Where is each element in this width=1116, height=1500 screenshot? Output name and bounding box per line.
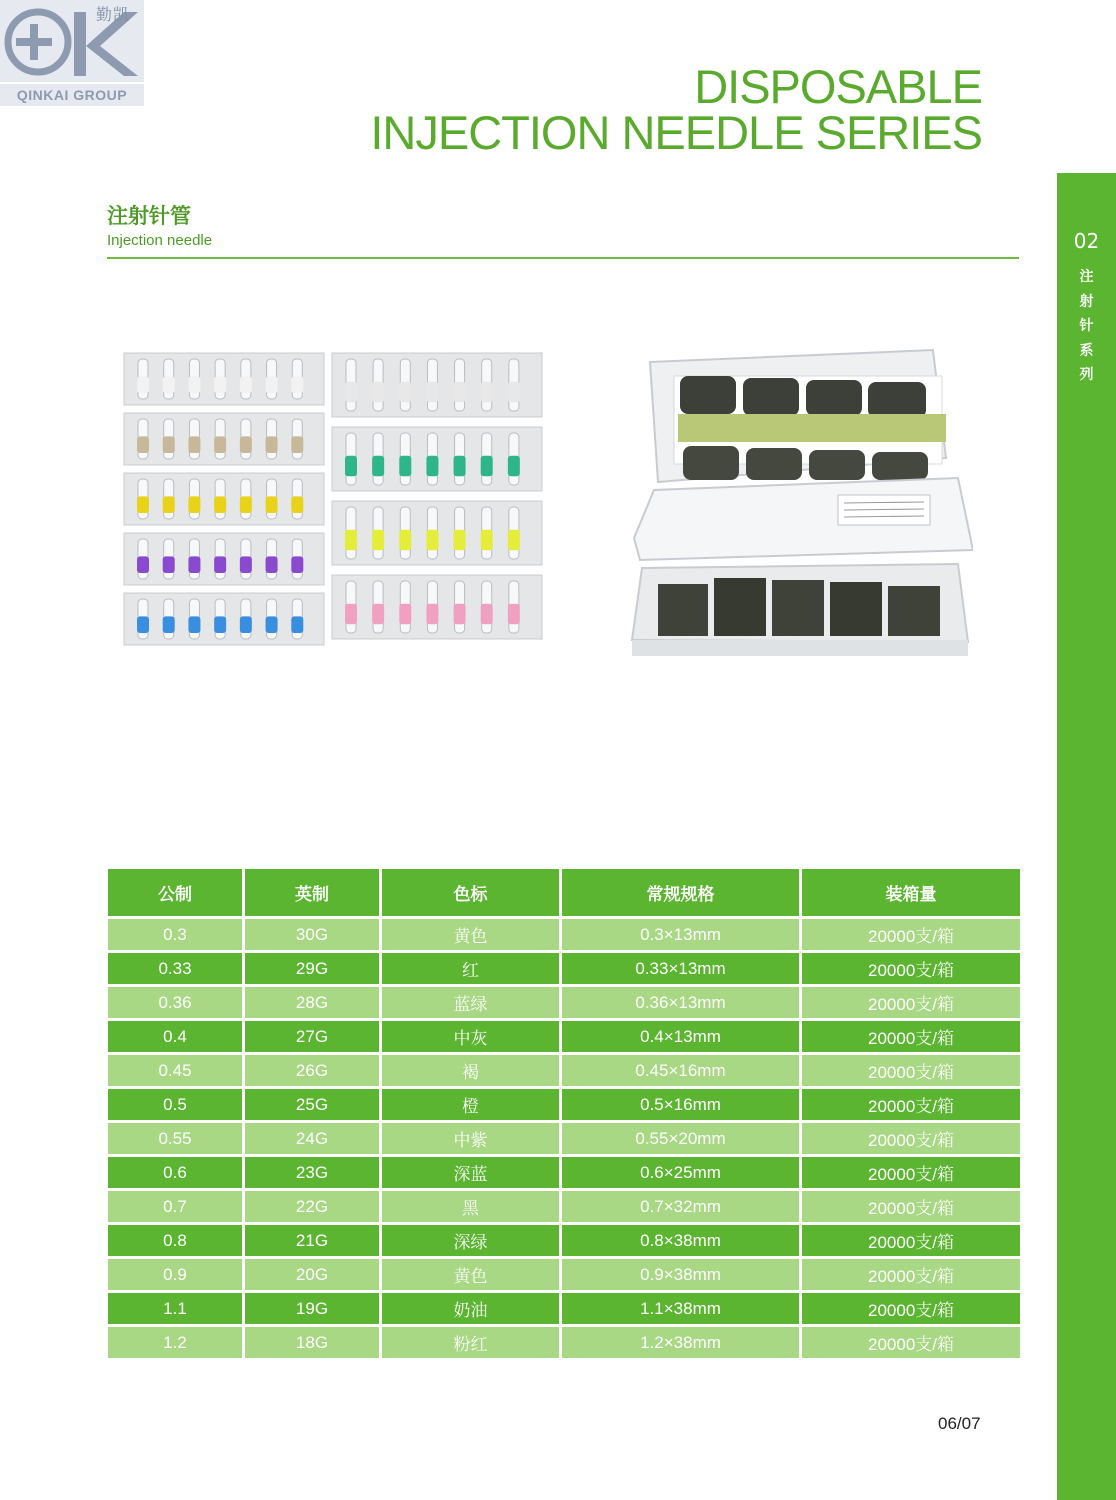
table-row bbox=[108, 1055, 1020, 1089]
table-cell: 28G bbox=[245, 987, 382, 1021]
needle-hub bbox=[508, 382, 520, 402]
table-cell: 20000支/箱 bbox=[802, 919, 1020, 953]
table-row bbox=[108, 1157, 1020, 1191]
needle-hub bbox=[137, 556, 149, 573]
needle-hub bbox=[163, 436, 175, 453]
needle-box-photo bbox=[628, 340, 973, 660]
table-cell: 23G bbox=[245, 1157, 382, 1191]
header-color-code: 色标 bbox=[382, 869, 562, 919]
table-cell: 黑 bbox=[382, 1191, 562, 1225]
table-cell: 红 bbox=[382, 953, 562, 987]
side-tab-label bbox=[1057, 265, 1116, 388]
needle-hub bbox=[163, 556, 175, 573]
table-cell: 0.7×32mm bbox=[562, 1191, 802, 1225]
table-cell: 24G bbox=[245, 1123, 382, 1157]
needle-hub bbox=[481, 530, 493, 550]
header-spec: 常规规格 bbox=[562, 869, 802, 919]
needle-packs-photo bbox=[120, 345, 550, 655]
needle-hub bbox=[454, 456, 466, 476]
table-cell: 1.2×38mm bbox=[562, 1327, 802, 1358]
needle-hub bbox=[481, 382, 493, 402]
needle-hub bbox=[137, 436, 149, 453]
table-cell: 深蓝 bbox=[382, 1157, 562, 1191]
table-cell: 1.1 bbox=[108, 1293, 245, 1327]
table-cell: 0.4 bbox=[108, 1021, 245, 1055]
table-cell: 20000支/箱 bbox=[802, 1259, 1020, 1293]
needle-hub bbox=[399, 456, 411, 476]
needle-hub bbox=[188, 616, 200, 633]
side-tab-number: 02 bbox=[1073, 229, 1100, 253]
table-cell: 0.55×20mm bbox=[562, 1123, 802, 1157]
needle-hub bbox=[372, 604, 384, 624]
logo-chinese-name: 勤凯 bbox=[96, 5, 131, 24]
header-packing: 装箱量 bbox=[802, 869, 1020, 919]
table-cell: 0.36 bbox=[108, 987, 245, 1021]
side-tab bbox=[1057, 173, 1116, 1500]
title-line-1: DISPOSABLE bbox=[694, 60, 982, 113]
table-cell: 20000支/箱 bbox=[802, 1157, 1020, 1191]
table-cell: 25G bbox=[245, 1089, 382, 1123]
page-title bbox=[370, 60, 982, 159]
table-cell: 0.7 bbox=[108, 1191, 245, 1225]
table-cell: 1.2 bbox=[108, 1327, 245, 1358]
table-cell: 0.4×13mm bbox=[562, 1021, 802, 1055]
section-title-en: Injection needle bbox=[107, 232, 213, 249]
table-cell: 20G bbox=[245, 1259, 382, 1293]
header-metric: 公制 bbox=[108, 869, 245, 919]
table-cell: 22G bbox=[245, 1191, 382, 1225]
table-cell: 褐 bbox=[382, 1055, 562, 1089]
needle-hub bbox=[188, 376, 200, 393]
needle-hub bbox=[345, 382, 357, 402]
needle-hub bbox=[266, 556, 278, 573]
table-cell: 20000支/箱 bbox=[802, 953, 1020, 987]
table-cell: 0.6 bbox=[108, 1157, 245, 1191]
needle-hub bbox=[372, 456, 384, 476]
table-cell: 20000支/箱 bbox=[802, 1191, 1020, 1225]
needle-hub bbox=[291, 376, 303, 393]
table-cell: 中灰 bbox=[382, 1021, 562, 1055]
needle-hub bbox=[345, 530, 357, 550]
needle-hub bbox=[240, 496, 252, 513]
needle-hub bbox=[454, 530, 466, 550]
table-row bbox=[108, 1293, 1020, 1327]
section-title-cn: 注射针管 bbox=[107, 204, 191, 228]
table-cell: 20000支/箱 bbox=[802, 1089, 1020, 1123]
needle-hub bbox=[345, 604, 357, 624]
table-row bbox=[108, 1225, 1020, 1259]
side-char: 列 bbox=[1079, 367, 1094, 383]
table-cell: 0.55 bbox=[108, 1123, 245, 1157]
needle-hub bbox=[372, 530, 384, 550]
needle-hub bbox=[214, 616, 226, 633]
table-cell: 20000支/箱 bbox=[802, 1225, 1020, 1259]
table-row bbox=[108, 953, 1020, 987]
table-cell: 深绿 bbox=[382, 1225, 562, 1259]
needle-hub bbox=[240, 436, 252, 453]
side-char: 注 bbox=[1079, 269, 1094, 285]
needle-hub bbox=[188, 556, 200, 573]
table-row bbox=[108, 1089, 1020, 1123]
table-row bbox=[108, 1259, 1020, 1293]
needle-hub bbox=[214, 496, 226, 513]
table-cell: 0.45 bbox=[108, 1055, 245, 1089]
table-cell: 0.5 bbox=[108, 1089, 245, 1123]
table-cell: 橙 bbox=[382, 1089, 562, 1123]
needle-hub bbox=[454, 604, 466, 624]
needle-hub bbox=[481, 604, 493, 624]
table-cell: 蓝绿 bbox=[382, 987, 562, 1021]
side-char: 射 bbox=[1079, 293, 1094, 310]
table-cell: 0.8×38mm bbox=[562, 1225, 802, 1259]
needle-hub bbox=[137, 376, 149, 393]
side-char: 系 bbox=[1079, 342, 1094, 359]
table-cell: 20000支/箱 bbox=[802, 1055, 1020, 1089]
table-cell: 0.5×16mm bbox=[562, 1089, 802, 1123]
table-cell: 0.33×13mm bbox=[562, 953, 802, 987]
needle-hub bbox=[163, 376, 175, 393]
logo-english-name: QINKAI GROUP bbox=[0, 84, 144, 106]
needle-hub bbox=[266, 496, 278, 513]
table-cell: 21G bbox=[245, 1225, 382, 1259]
needle-hub bbox=[508, 456, 520, 476]
logo-mark bbox=[0, 0, 144, 82]
needle-hub bbox=[399, 604, 411, 624]
table-row bbox=[108, 1021, 1020, 1055]
spec-table bbox=[108, 869, 1020, 1358]
table-row bbox=[108, 1191, 1020, 1225]
title-line-2: INJECTION NEEDLE SERIES bbox=[370, 106, 982, 159]
needle-hub bbox=[291, 556, 303, 573]
bottom-rolls bbox=[658, 578, 940, 636]
table-cell: 20000支/箱 bbox=[802, 1327, 1020, 1358]
needle-hub bbox=[163, 616, 175, 633]
table-cell: 26G bbox=[245, 1055, 382, 1089]
table-cell: 中紫 bbox=[382, 1123, 562, 1157]
table-row bbox=[108, 987, 1020, 1021]
table-cell: 黄色 bbox=[382, 1259, 562, 1293]
left-needle-strips bbox=[124, 353, 324, 645]
needle-hub bbox=[214, 376, 226, 393]
table-cell: 0.33 bbox=[108, 953, 245, 987]
needle-hub bbox=[188, 436, 200, 453]
needle-hub bbox=[240, 616, 252, 633]
needle-hub bbox=[426, 456, 438, 476]
needle-hub bbox=[345, 456, 357, 476]
section-divider bbox=[107, 257, 1019, 259]
needle-hub bbox=[481, 456, 493, 476]
table-cell: 0.45×16mm bbox=[562, 1055, 802, 1089]
needle-hub bbox=[214, 556, 226, 573]
needle-hub bbox=[291, 496, 303, 513]
table-cell: 19G bbox=[245, 1293, 382, 1327]
needle-hub bbox=[240, 376, 252, 393]
needle-hub bbox=[426, 604, 438, 624]
table-cell: 0.36×13mm bbox=[562, 987, 802, 1021]
table-cell: 0.6×25mm bbox=[562, 1157, 802, 1191]
needle-hub bbox=[163, 496, 175, 513]
table-cell: 20000支/箱 bbox=[802, 1123, 1020, 1157]
company-logo bbox=[0, 0, 144, 108]
table-cell: 27G bbox=[245, 1021, 382, 1055]
needle-hub bbox=[291, 436, 303, 453]
table-cell: 黄色 bbox=[382, 919, 562, 953]
needle-hub bbox=[426, 530, 438, 550]
needle-hub bbox=[426, 382, 438, 402]
table-cell: 0.3×13mm bbox=[562, 919, 802, 953]
table-row bbox=[108, 919, 1020, 953]
needle-hub bbox=[372, 382, 384, 402]
needle-hub bbox=[240, 556, 252, 573]
table-cell: 0.3 bbox=[108, 919, 245, 953]
needle-hub bbox=[188, 496, 200, 513]
table-cell: 0.9 bbox=[108, 1259, 245, 1293]
header-gauge: 英制 bbox=[245, 869, 382, 919]
needle-hub bbox=[508, 604, 520, 624]
table-cell: 18G bbox=[245, 1327, 382, 1358]
top-rolls bbox=[678, 376, 946, 480]
table-cell: 20000支/箱 bbox=[802, 1293, 1020, 1327]
page-number: 06/07 bbox=[938, 1414, 981, 1433]
needle-hub bbox=[291, 616, 303, 633]
table-cell: 奶油 bbox=[382, 1293, 562, 1327]
needle-hub bbox=[137, 616, 149, 633]
table-row bbox=[108, 1123, 1020, 1157]
needle-hub bbox=[266, 616, 278, 633]
needle-hub bbox=[399, 530, 411, 550]
table-cell: 29G bbox=[245, 953, 382, 987]
needle-hub bbox=[266, 376, 278, 393]
needle-hub bbox=[399, 382, 411, 402]
needle-hub bbox=[214, 436, 226, 453]
table-row bbox=[108, 1327, 1020, 1358]
needle-hub bbox=[508, 530, 520, 550]
needle-hub bbox=[266, 436, 278, 453]
table-cell: 粉红 bbox=[382, 1327, 562, 1358]
table-header-row bbox=[108, 869, 1020, 919]
table-cell: 0.8 bbox=[108, 1225, 245, 1259]
table-cell: 0.9×38mm bbox=[562, 1259, 802, 1293]
table-cell: 1.1×38mm bbox=[562, 1293, 802, 1327]
table-cell: 30G bbox=[245, 919, 382, 953]
table-cell: 20000支/箱 bbox=[802, 987, 1020, 1021]
needle-hub bbox=[137, 496, 149, 513]
table-cell: 20000支/箱 bbox=[802, 1021, 1020, 1055]
side-char: 针 bbox=[1079, 318, 1094, 334]
needle-hub bbox=[454, 382, 466, 402]
